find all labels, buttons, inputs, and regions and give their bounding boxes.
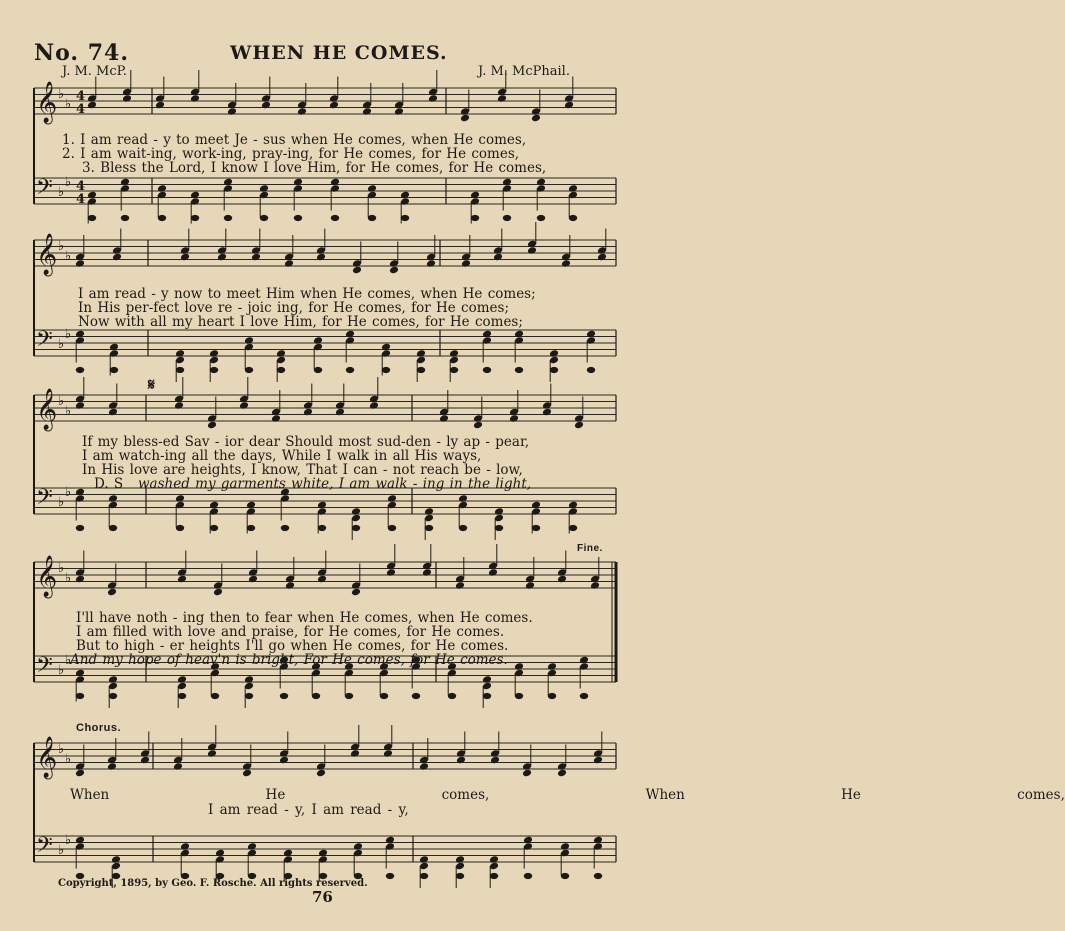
note-head [75,488,85,497]
note-head [400,191,410,200]
note-head [482,675,492,684]
note-head [362,107,372,116]
note-head [470,191,480,200]
note-head [87,101,97,110]
note-head [110,367,118,373]
note-head [345,693,353,699]
note-head [382,367,390,373]
note-head [515,367,523,373]
note-head [174,401,184,410]
note-head [352,266,362,275]
note-head [386,873,394,879]
bass-clef: 𝄢 [36,833,53,863]
note-head [522,769,532,778]
hymn-title: WHEN HE COMES. [230,42,448,64]
note-head [459,525,467,531]
treble-clef: 𝄞 [36,389,58,430]
note-head [587,367,595,373]
note-head [369,401,379,410]
note-head [329,101,339,110]
note-head [313,336,323,345]
page-number: 76 [312,888,333,906]
hymn-number: No. 74. [34,40,129,66]
verse-2-line-2: In His per-fect love re - joic ing, for He comes, for He comes; [78,300,509,316]
note-head [209,349,219,358]
flat-sign: ♭ [65,404,72,419]
note-head [209,501,219,510]
note-head [107,588,117,597]
note-head [259,184,269,193]
note-head [514,330,524,339]
note-head [345,330,355,339]
note-head [244,675,254,684]
verse-3-line-1: 3. Bless the Lord, I know I love Him, for He comes, for He comes, [82,160,547,176]
note-head [190,94,200,103]
note-head [388,525,396,531]
note-head [330,178,340,187]
note-head [107,762,117,771]
note-head [473,421,483,430]
note-head [285,581,295,590]
flat-sign: ♭ [65,249,72,264]
note-head [157,184,167,193]
note-head [448,693,456,699]
note-head [213,588,223,597]
note-head [120,178,130,187]
note-head [353,842,363,851]
note-head [281,525,289,531]
note-head [580,693,588,699]
note-head [424,507,434,516]
note-head [210,525,218,531]
note-head [352,525,360,531]
note-head [586,330,596,339]
note-head [158,215,166,221]
note-head [597,253,607,262]
note-head [108,408,118,417]
note-head [525,581,535,590]
flat-sign: ♭ [58,239,65,254]
flat-sign: ♭ [65,175,72,190]
note-head [561,259,571,268]
note-head [509,414,519,423]
note-head [244,336,254,345]
note-head [590,581,600,590]
ds-lyric-line-2: And my hope of heav'n is bright, For He comes, for He comes. [70,652,508,668]
note-head [368,215,376,221]
note-head [594,873,602,879]
note-head [215,849,225,858]
note-head [177,575,187,584]
note-head [350,749,360,758]
note-head [387,494,397,503]
flat-sign: ♭ [58,337,65,352]
note-head [87,191,97,200]
note-head [175,494,185,503]
note-head [394,107,404,116]
flat-sign: ♭ [65,833,72,848]
flat-sign: ♭ [65,485,72,500]
note-head [155,101,165,110]
verse-1-line-2: I am read - y now to meet Him when He comes, when He comes; [78,286,536,302]
segno-sign: 𝄋 [148,375,155,394]
note-head [569,215,577,221]
note-head [482,330,492,339]
flat-sign: ♭ [65,752,72,767]
note-head [531,501,541,510]
note-head [75,575,85,584]
note-head [458,494,468,503]
note-head [386,568,396,577]
note-head [109,693,117,699]
note-head [294,215,302,221]
note-head [75,401,85,410]
note-head [569,525,577,531]
note-head [439,414,449,423]
note-head [422,568,432,577]
note-head [488,568,498,577]
note-head [561,873,569,879]
note-head [483,693,491,699]
note-head [318,525,326,531]
note-head [175,349,185,358]
note-head [503,215,511,221]
note-head [190,191,200,200]
note-head [121,215,129,221]
flat-sign: ♭ [65,97,72,112]
note-head [261,101,271,110]
time-signature-bottom: 4 [76,102,86,117]
note-head [223,178,233,187]
note-head [247,842,257,851]
note-head [75,836,85,845]
flat-sign: ♭ [58,87,65,102]
note-head [191,215,199,221]
note-head [568,184,578,193]
note-head [239,401,249,410]
note-head [245,367,253,373]
note-head [248,575,258,584]
note-head [515,693,523,699]
note-head [173,762,183,771]
verse-2-line-3: I am watch-ing all the days, While I walk in all His ways, [82,448,482,464]
note-head [242,769,252,778]
treble-clef: 𝄞 [36,234,58,275]
flat-sign: ♭ [65,327,72,342]
note-head [420,873,428,879]
lyricist-credit: J. M. McP. [62,64,127,79]
verse-2-line-4: I am filled with love and praise, for He comes, for He comes. [76,624,505,640]
note-head [76,693,84,699]
note-head [568,501,578,510]
note-head [303,408,313,417]
note-head [177,675,187,684]
treble-clef: 𝄞 [36,556,58,597]
note-head [483,367,491,373]
note-head [111,855,121,864]
note-head [271,414,281,423]
bass-clef: 𝄢 [36,653,53,683]
flat-sign: ♭ [58,495,65,510]
note-head [210,367,218,373]
verse-1-line-1: 1. I am read - y to meet Je - sus when He comes, when He comes, [62,132,527,148]
note-head [593,836,603,845]
note-head [548,693,556,699]
note-head [490,756,500,765]
flat-sign: ♭ [58,663,65,678]
composer-credit: J. M. McPhail. [478,64,570,79]
note-head [316,769,326,778]
note-head [497,94,507,103]
note-head [531,114,541,123]
note-head [560,842,570,851]
note-head [176,525,184,531]
note-head [75,769,85,778]
note-head [419,855,429,864]
note-head [317,575,327,584]
note-head [412,693,420,699]
note-head [176,367,184,373]
note-head [449,349,459,358]
note-head [428,94,438,103]
note-head [417,367,425,373]
note-head [523,836,533,845]
note-head [251,253,261,262]
note-head [140,756,150,765]
note-head [180,253,190,262]
note-head [207,749,217,758]
treble-clef: 𝄞 [36,737,58,778]
note-head [542,408,552,417]
note-head [351,588,361,597]
time-signature-top: 4 [76,89,86,104]
note-head [502,178,512,187]
verse-3-line-4: But to high - er heights I'll go when He comes, for He comes. [76,638,509,654]
note-head [367,184,377,193]
note-head [76,525,84,531]
note-head [335,408,345,417]
note-head [495,525,503,531]
note-head [284,259,294,268]
note-head [180,842,190,851]
note-head [108,494,118,503]
fine-mark: Fine. [577,543,603,554]
note-head [316,253,326,262]
note-head [494,507,504,516]
chorus-label: Chorus. [76,722,122,734]
note-head [351,507,361,516]
note-head [318,849,328,858]
note-head [122,94,132,103]
note-head [297,107,307,116]
note-head [416,349,426,358]
note-head [211,693,219,699]
note-head [450,367,458,373]
flat-sign: ♭ [58,561,65,576]
verse-3-line-2: Now with all my heart I love Him, for He comes, for He comes; [78,314,523,330]
note-head [455,581,465,590]
note-head [217,253,227,262]
note-head [460,114,470,123]
note-head [227,107,237,116]
note-head [75,259,85,268]
note-head [109,343,119,352]
note-head [108,675,118,684]
note-head [346,367,354,373]
note-head [178,693,186,699]
verse-1-line-4: I'll have noth - ing then to fear when He comes, when He comes. [76,610,533,626]
note-head [317,501,327,510]
note-head [564,101,574,110]
note-head [75,669,85,678]
note-head [456,873,464,879]
note-head [314,367,322,373]
note-head [455,855,465,864]
note-head [280,693,288,699]
note-head [471,215,479,221]
note-head [276,349,286,358]
note-head [109,525,117,531]
note-head [88,215,96,221]
note-head [312,693,320,699]
note-head [549,349,559,358]
flat-sign: ♭ [58,185,65,200]
note-head [112,253,122,262]
note-head [383,749,393,758]
note-head [550,367,558,373]
copyright-notice: Copyright, 1895, by Geo. F. Rosche. All rights reserved. [58,878,368,889]
note-head [207,421,217,430]
note-head [532,525,540,531]
note-head [247,525,255,531]
note-head [279,756,289,765]
note-head [381,343,391,352]
note-head [75,330,85,339]
note-head [574,421,584,430]
chorus-soprano-line: When He comes, When He comes, [70,787,1065,803]
note-head [419,762,429,771]
note-head [527,246,537,255]
flat-sign: ♭ [65,571,72,586]
note-head [536,178,546,187]
chorus-alto-line: I am read - y, I am read - y, [208,802,409,818]
note-head [461,259,471,268]
bass-clef: 𝄢 [36,485,53,515]
verse-3-line-3: In His love are heights, I know, That I can - not reach be - low, [82,462,523,478]
note-head [489,855,499,864]
note-head [557,769,567,778]
note-head [557,575,567,584]
flat-sign: ♭ [58,742,65,757]
note-head [331,215,339,221]
note-head [385,836,395,845]
note-head [380,693,388,699]
note-head [389,266,399,275]
bass-clef: 𝄢 [36,175,53,205]
note-head [401,215,409,221]
note-head [283,849,293,858]
note-head [456,756,466,765]
flat-sign: ♭ [65,653,72,668]
note-head [260,215,268,221]
note-head [76,367,84,373]
note-head [224,215,232,221]
note-head [245,693,253,699]
note-head [246,501,256,510]
ds-lyric-line-1: washed my garments white, I am walk - ing in the light, [138,476,532,492]
note-head [277,367,285,373]
note-head [524,873,532,879]
flat-sign: ♭ [58,394,65,409]
bass-clef: 𝄢 [36,327,53,357]
note-head [537,215,545,221]
ds-label: D. S [94,476,124,492]
treble-clef: 𝄞 [36,82,58,123]
note-head [493,253,503,262]
flat-sign: ♭ [58,843,65,858]
note-head [593,756,603,765]
verse-2-line-1: 2. I am wait-ing, work-ing, pray-ing, for He comes, for He comes, [62,146,520,162]
note-head [490,873,498,879]
note-head [293,178,303,187]
time-signature-bottom: 4 [76,192,86,207]
note-head [425,525,433,531]
time-signature-top: 4 [76,179,86,194]
note-head [426,259,436,268]
verse-1-line-3: If my bless-ed Sav - ior dear Should most sud-den - ly ap - pear, [82,434,530,450]
